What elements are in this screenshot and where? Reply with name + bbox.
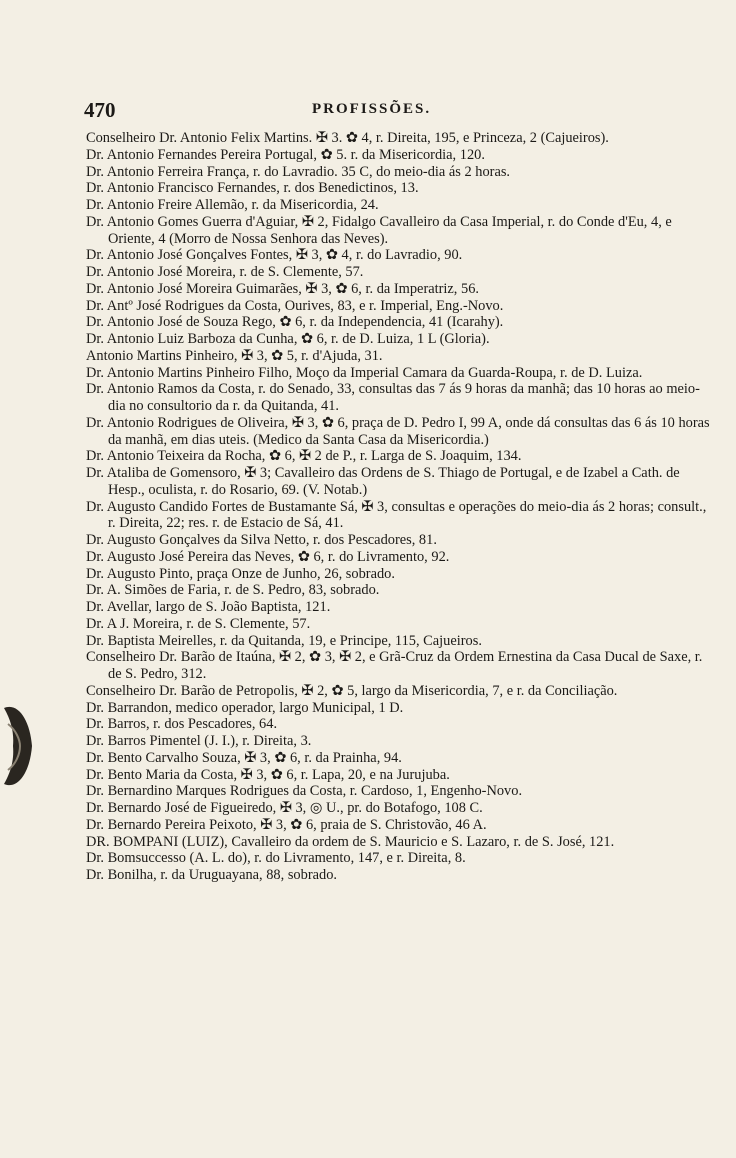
- list-item: Dr. Antonio Ferreira França, r. do Lavradio. 35 C, do meio-dia ás 2 horas.: [86, 163, 511, 180]
- list-item: Dr. Antonio José Moreira Guimarães, ✠ 3, ✿ 6, r. da Imperatriz, 56.: [86, 280, 479, 297]
- list-item: Dr. Antonio Ramos da Costa, r. do Senado, 33, consultas das 7 ás 9 horas da manhã; das 10 horas ao meio-dia no consultorio da r. da Quitanda, 41.: [86, 381, 700, 414]
- list-item: Conselheiro Dr. Barão de Petropolis, ✠ 2, ✿ 5, largo da Misericordia, 7, e r. da Conciliação.: [86, 682, 618, 699]
- list-item: Dr. A J. Moreira, r. de S. Clemente, 57.: [86, 615, 311, 632]
- list-item: Dr. Antonio Freire Allemão, r. da Misericordia, 24.: [86, 197, 379, 213]
- list-item: Dr. Ataliba de Gomensoro, ✠ 3; Cavalleiro das Ordens de S. Thiago de Portugal, e de Izabel a Cath. de Hesp., oculista, r. do Rosario, 69. (V. Notab.): [86, 465, 680, 498]
- list-item: Dr. Augusto Gonçalves da Silva Netto, r. dos Pescadores, 81.: [86, 532, 437, 548]
- list-item: Dr. Barros Pimentel (J. I.), r. Direita, 3.: [86, 733, 312, 749]
- list-item: Conselheiro Dr. Barão de Itaúna, ✠ 2, ✿ 3, ✠ 2, e Grã-Cruz da Ordem Ernestina da Casa Ducal de Saxe, r. de S. Pedro, 312.: [86, 649, 703, 682]
- list-item: Antonio Martins Pinheiro, ✠ 3, ✿ 5, r. d'Ajuda, 31.: [86, 347, 383, 364]
- list-item: Dr. Antonio Rodrigues de Oliveira, ✠ 3, ✿ 6, praça de D. Pedro I, 99 A, onde dá consultas das 6 ás 10 horas da manhã, em dias uteis. (Medico da Santa Casa da Misericordia.): [86, 414, 710, 448]
- list-item: Dr. Antonio José Moreira, r. de S. Clemente, 57.: [86, 264, 364, 280]
- entry-list: [86, 130, 716, 884]
- list-item: Dr. Bento Carvalho Souza, ✠ 3, ✿ 6, r. da Prainha, 94.: [86, 749, 402, 766]
- list-item: Dr. Avellar, largo de S. João Baptista, 121.: [86, 599, 331, 615]
- list-item: Dr. Bernardino Marques Rodrigues da Costa, r. Cardoso, 1, Engenho-Novo.: [86, 783, 523, 800]
- list-item: Dr. Augusto Candido Fortes de Bustamante Sá, ✠ 3, consultas e operações do meio-dia ás 2 horas; consult., r. Direita, 22; res. r. de Estacio de Sá, 41.: [86, 498, 707, 532]
- list-item: Dr. Baptista Meirelles, r. da Quitanda, 19, e Principe, 115, Cajueiros.: [86, 632, 482, 649]
- list-item: Dr. Antonio Martins Pinheiro Filho, Moço da Imperial Camara da Guarda-Roupa, r. de D. Luiza.: [86, 364, 643, 381]
- list-item: Dr. Antonio Francisco Fernandes, r. dos Benedictinos, 13.: [86, 180, 419, 197]
- page-header: [84, 98, 694, 124]
- list-item: Dr. Bernardo José de Figueiredo, ✠ 3, ◎ U., pr. do Botafogo, 108 C.: [86, 800, 483, 816]
- list-item: Conselheiro Dr. Antonio Felix Martins. ✠ 3. ✿ 4, r. Direita, 195, e Princeza, 2 (Cajueiros).: [86, 130, 609, 146]
- running-title: PROFISSÕES.: [312, 101, 432, 117]
- list-item: Dr. Bernardo Pereira Peixoto, ✠ 3, ✿ 6, praia de S. Christovão, 46 A.: [86, 816, 487, 833]
- list-item: Dr. Augusto José Pereira das Neves, ✿ 6, r. do Livramento, 92.: [86, 548, 450, 565]
- list-item: Dr. Antonio Gomes Guerra d'Aguiar, ✠ 2, Fidalgo Cavalleiro da Casa Imperial, r. do Conde d'Eu, 4, e Oriente, 4 (Morro de Nossa Senhora das Neves).: [86, 213, 672, 247]
- list-item: DR. BOMPANI (LUIZ), Cavalleiro da ordem de S. Mauricio e S. Lazaro, r. de S. José, 121.: [86, 833, 615, 850]
- list-item: Dr. Antonio Fernandes Pereira Portugal, ✿ 5. r. da Misericordia, 120.: [86, 146, 485, 163]
- list-item: Dr. Antonio José de Souza Rego, ✿ 6, r. da Independencia, 41 (Icarahy).: [86, 314, 504, 331]
- list-item: Dr. Bomsuccesso (A. L. do), r. do Livramento, 147, e r. Direita, 8.: [86, 850, 466, 867]
- list-item: Dr. Barrandon, medico operador, largo Municipal, 1 D.: [86, 699, 404, 716]
- list-item: Dr. Antonio José Gonçalves Fontes, ✠ 3, ✿ 4, r. do Lavradio, 90.: [86, 247, 463, 264]
- list-item: Dr. A. Simões de Faria, r. de S. Pedro, 83, sobrado.: [86, 582, 380, 599]
- margin-ornament-icon: [0, 700, 36, 792]
- list-item: Dr. Barros, r. dos Pescadores, 64.: [86, 716, 278, 733]
- list-item: Dr. Antonio Teixeira da Rocha, ✿ 6, ✠ 2 de P., r. Larga de S. Joaquim, 134.: [86, 448, 522, 465]
- list-item: Dr. Augusto Pinto, praça Onze de Junho, 26, sobrado.: [86, 565, 395, 582]
- list-item: Dr. Bento Maria da Costa, ✠ 3, ✿ 6, r. Lapa, 20, e na Jurujuba.: [86, 766, 450, 783]
- list-item: Dr. Antº José Rodrigues da Costa, Ourives, 83, e r. Imperial, Eng.-Novo.: [86, 297, 504, 314]
- list-item: Dr. Bonilha, r. da Uruguayana, 88, sobrado.: [86, 867, 337, 883]
- page-number: 470: [84, 98, 116, 122]
- list-item: Dr. Antonio Luiz Barboza da Cunha, ✿ 6, r. de D. Luiza, 1 L (Gloria).: [86, 331, 490, 347]
